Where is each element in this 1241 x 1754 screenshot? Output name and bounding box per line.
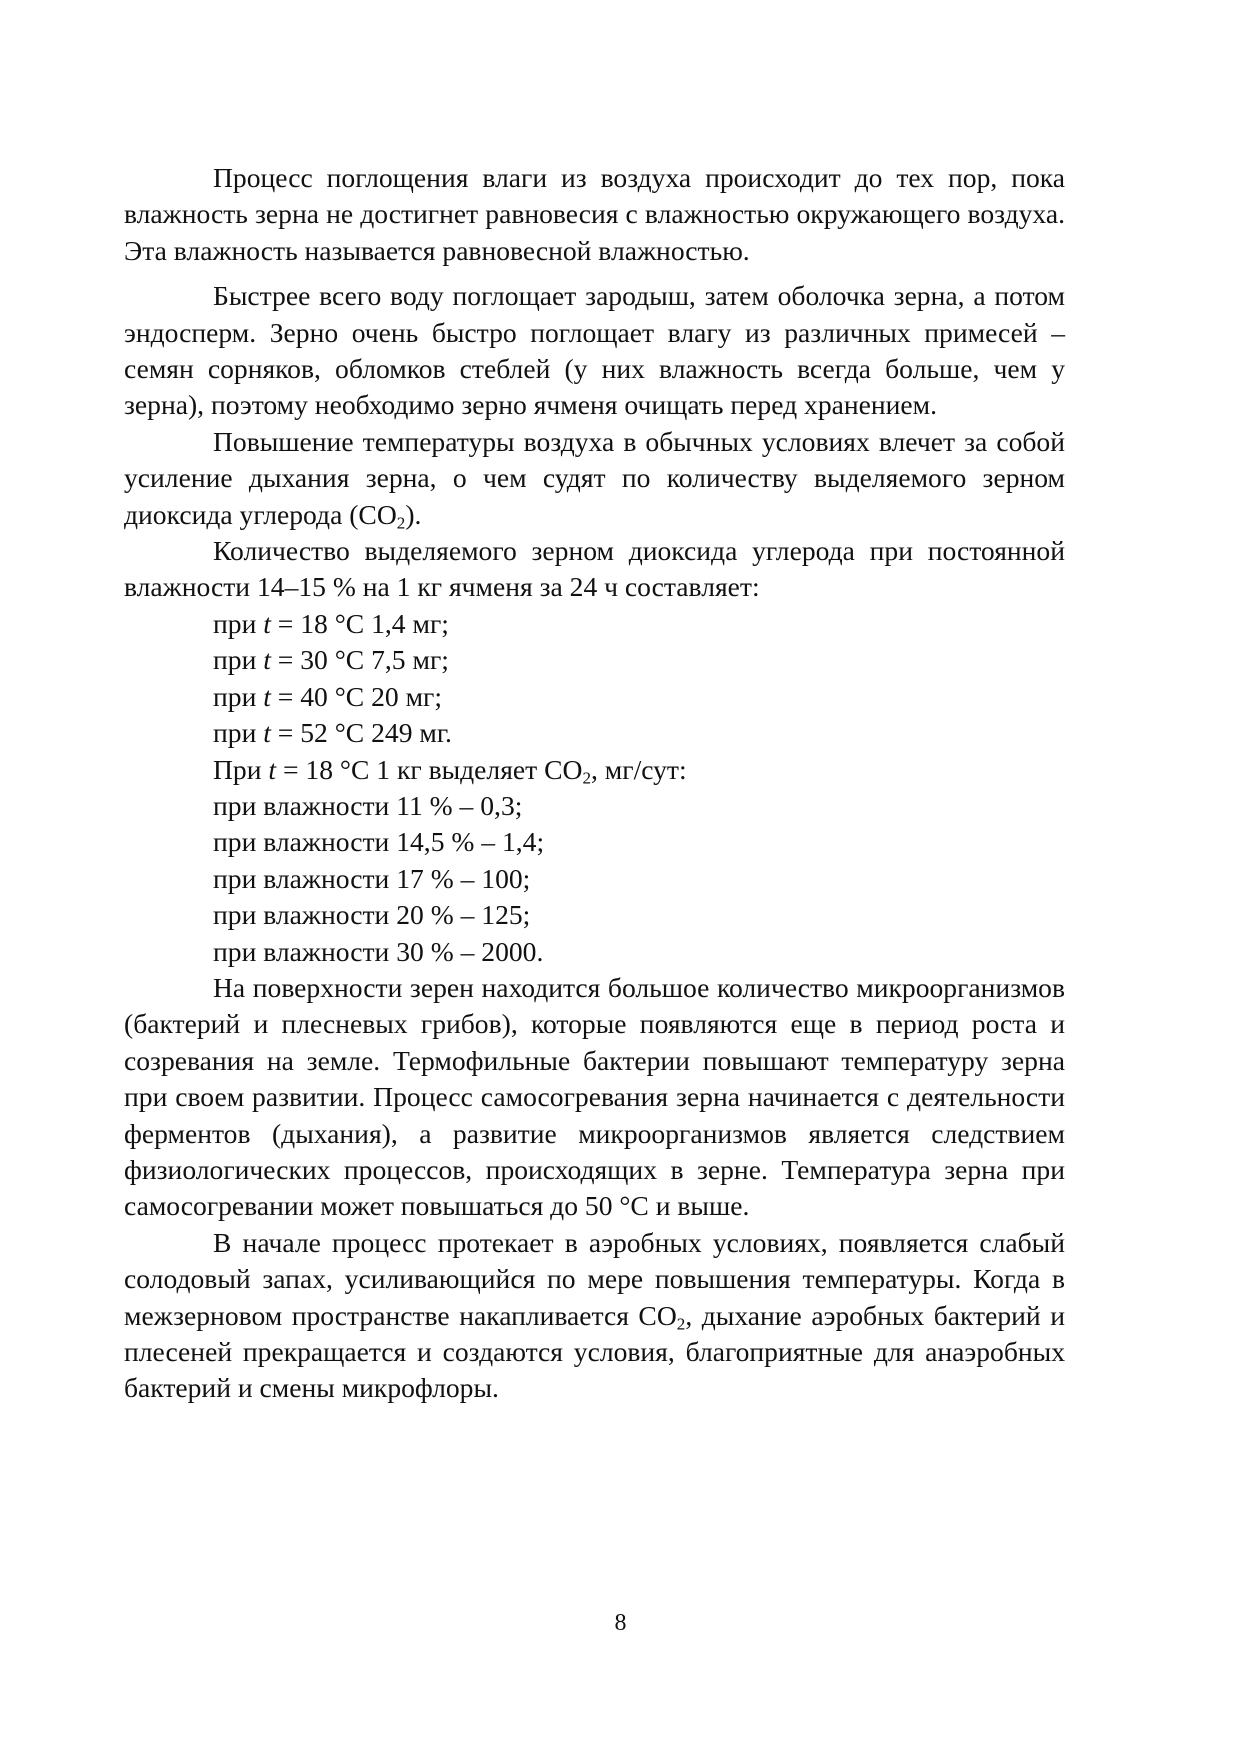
list-item-prefix: при	[213, 607, 264, 639]
co2-heading	[124, 752, 1065, 788]
list-item	[124, 642, 1065, 678]
list-item: при влажности 11 % – 0,3;	[213, 789, 523, 821]
list-item-value: = 18 °С 1,4 мг;	[270, 607, 449, 639]
variable-t: t	[263, 607, 271, 639]
list-item	[124, 715, 1065, 751]
paragraph-aerobic-process	[124, 1225, 1065, 1407]
page-number: 8	[614, 1610, 627, 1636]
respiration-text: Повышение температуры воздуха в обычных условиях влечет за собой усиление дыхания зерна, о чем судят по количеству выделяемого зерном диоксида углерода (CO	[124, 425, 1065, 530]
list-item	[124, 679, 1065, 715]
co2-subscript: 2	[396, 512, 406, 532]
list-item	[124, 606, 1065, 642]
list-item: при влажности 30 % – 2000.	[213, 935, 544, 967]
list-item-prefix: при	[213, 680, 264, 712]
list-item-prefix: при	[213, 717, 264, 749]
list-item-value: = 30 °С 7,5 мг;	[270, 644, 449, 676]
list-item: при влажности 17 % – 100;	[213, 862, 531, 894]
co2-subscript: 2	[582, 767, 591, 787]
variable-t: t	[263, 717, 271, 749]
co2-subscript: 2	[676, 1313, 686, 1333]
list-item-value: = 52 °С 249 мг.	[270, 717, 452, 749]
variable-t: t	[263, 680, 271, 712]
paragraph-respiration	[124, 424, 1065, 533]
paragraph-water-absorption: Быстрее всего воду поглощает зародыш, затем оболочка зерна, а потом эндосперм. Зерно очень быстро поглощает влагу из различных примесей – семян сорняков, обломков стеблей (у них влажность всегда больше, чем у зерна), поэтому необходимо зерно ячменя очищать перед хранением.	[124, 280, 1065, 421]
temperature-list	[124, 606, 1065, 788]
humidity-list	[124, 788, 1065, 970]
co2-heading-unit: , мг/сут:	[591, 753, 687, 785]
aerobic-text-end: , дыхание аэробных бактерий и плесеней прекращается и создаются условия, благоприятные для анаэробных бактерий и смены микрофлоры.	[124, 1299, 1065, 1404]
co2-heading-text: = 18 °С 1 кг выделяет CO	[276, 753, 583, 785]
variable-t: t	[263, 644, 271, 676]
list-item: при влажности 14,5 % – 1,4;	[213, 826, 545, 858]
page-body	[124, 160, 1065, 1407]
paragraph-co2-amount: Количество выделяемого зерном диоксида углерода при постоянной влажности 14–15 % на 1 кг ячменя за 24 ч составляет:	[124, 535, 1065, 603]
paragraph-self-heating: На поверхности зерен находится большое количество микроорганизмов (бактерий и плесневых грибов), которые появляются еще в период роста и созревания на земле. Термофильные бактерии повышают температуру зерна при своем развитии. Процесс самосогревания зерна начинается с деятельности ферментов (дыхания), а развитие микроорганизмов является следствием физиологических процессов, происходящих в зерне. Температура зерна при самосогревании может повышаться до 50 °С и выше.	[124, 971, 1065, 1222]
paragraph-equilibrium-moisture: Процесс поглощения влаги из воздуха происходит до тех пор, пока влажность зерна не достигнет равновесия с влажностью окружающего воздуха. Эта влажность называется равновесной влажностью.	[124, 162, 1065, 266]
variable-t: t	[268, 753, 277, 785]
list-item-prefix: при	[213, 644, 264, 676]
list-item-value: = 40 °С 20 мг;	[270, 680, 443, 712]
co2-heading-prefix: При	[213, 753, 269, 785]
respiration-text-end: ).	[405, 498, 422, 530]
list-item: при влажности 20 % – 125;	[213, 899, 531, 931]
aerobic-text: В начале процесс протекает в аэробных условиях, появляется слабый солодовый запах, усиливающийся по мере повышения температуры. Когда в межзерновом пространстве накапливается CO	[124, 1226, 1065, 1331]
